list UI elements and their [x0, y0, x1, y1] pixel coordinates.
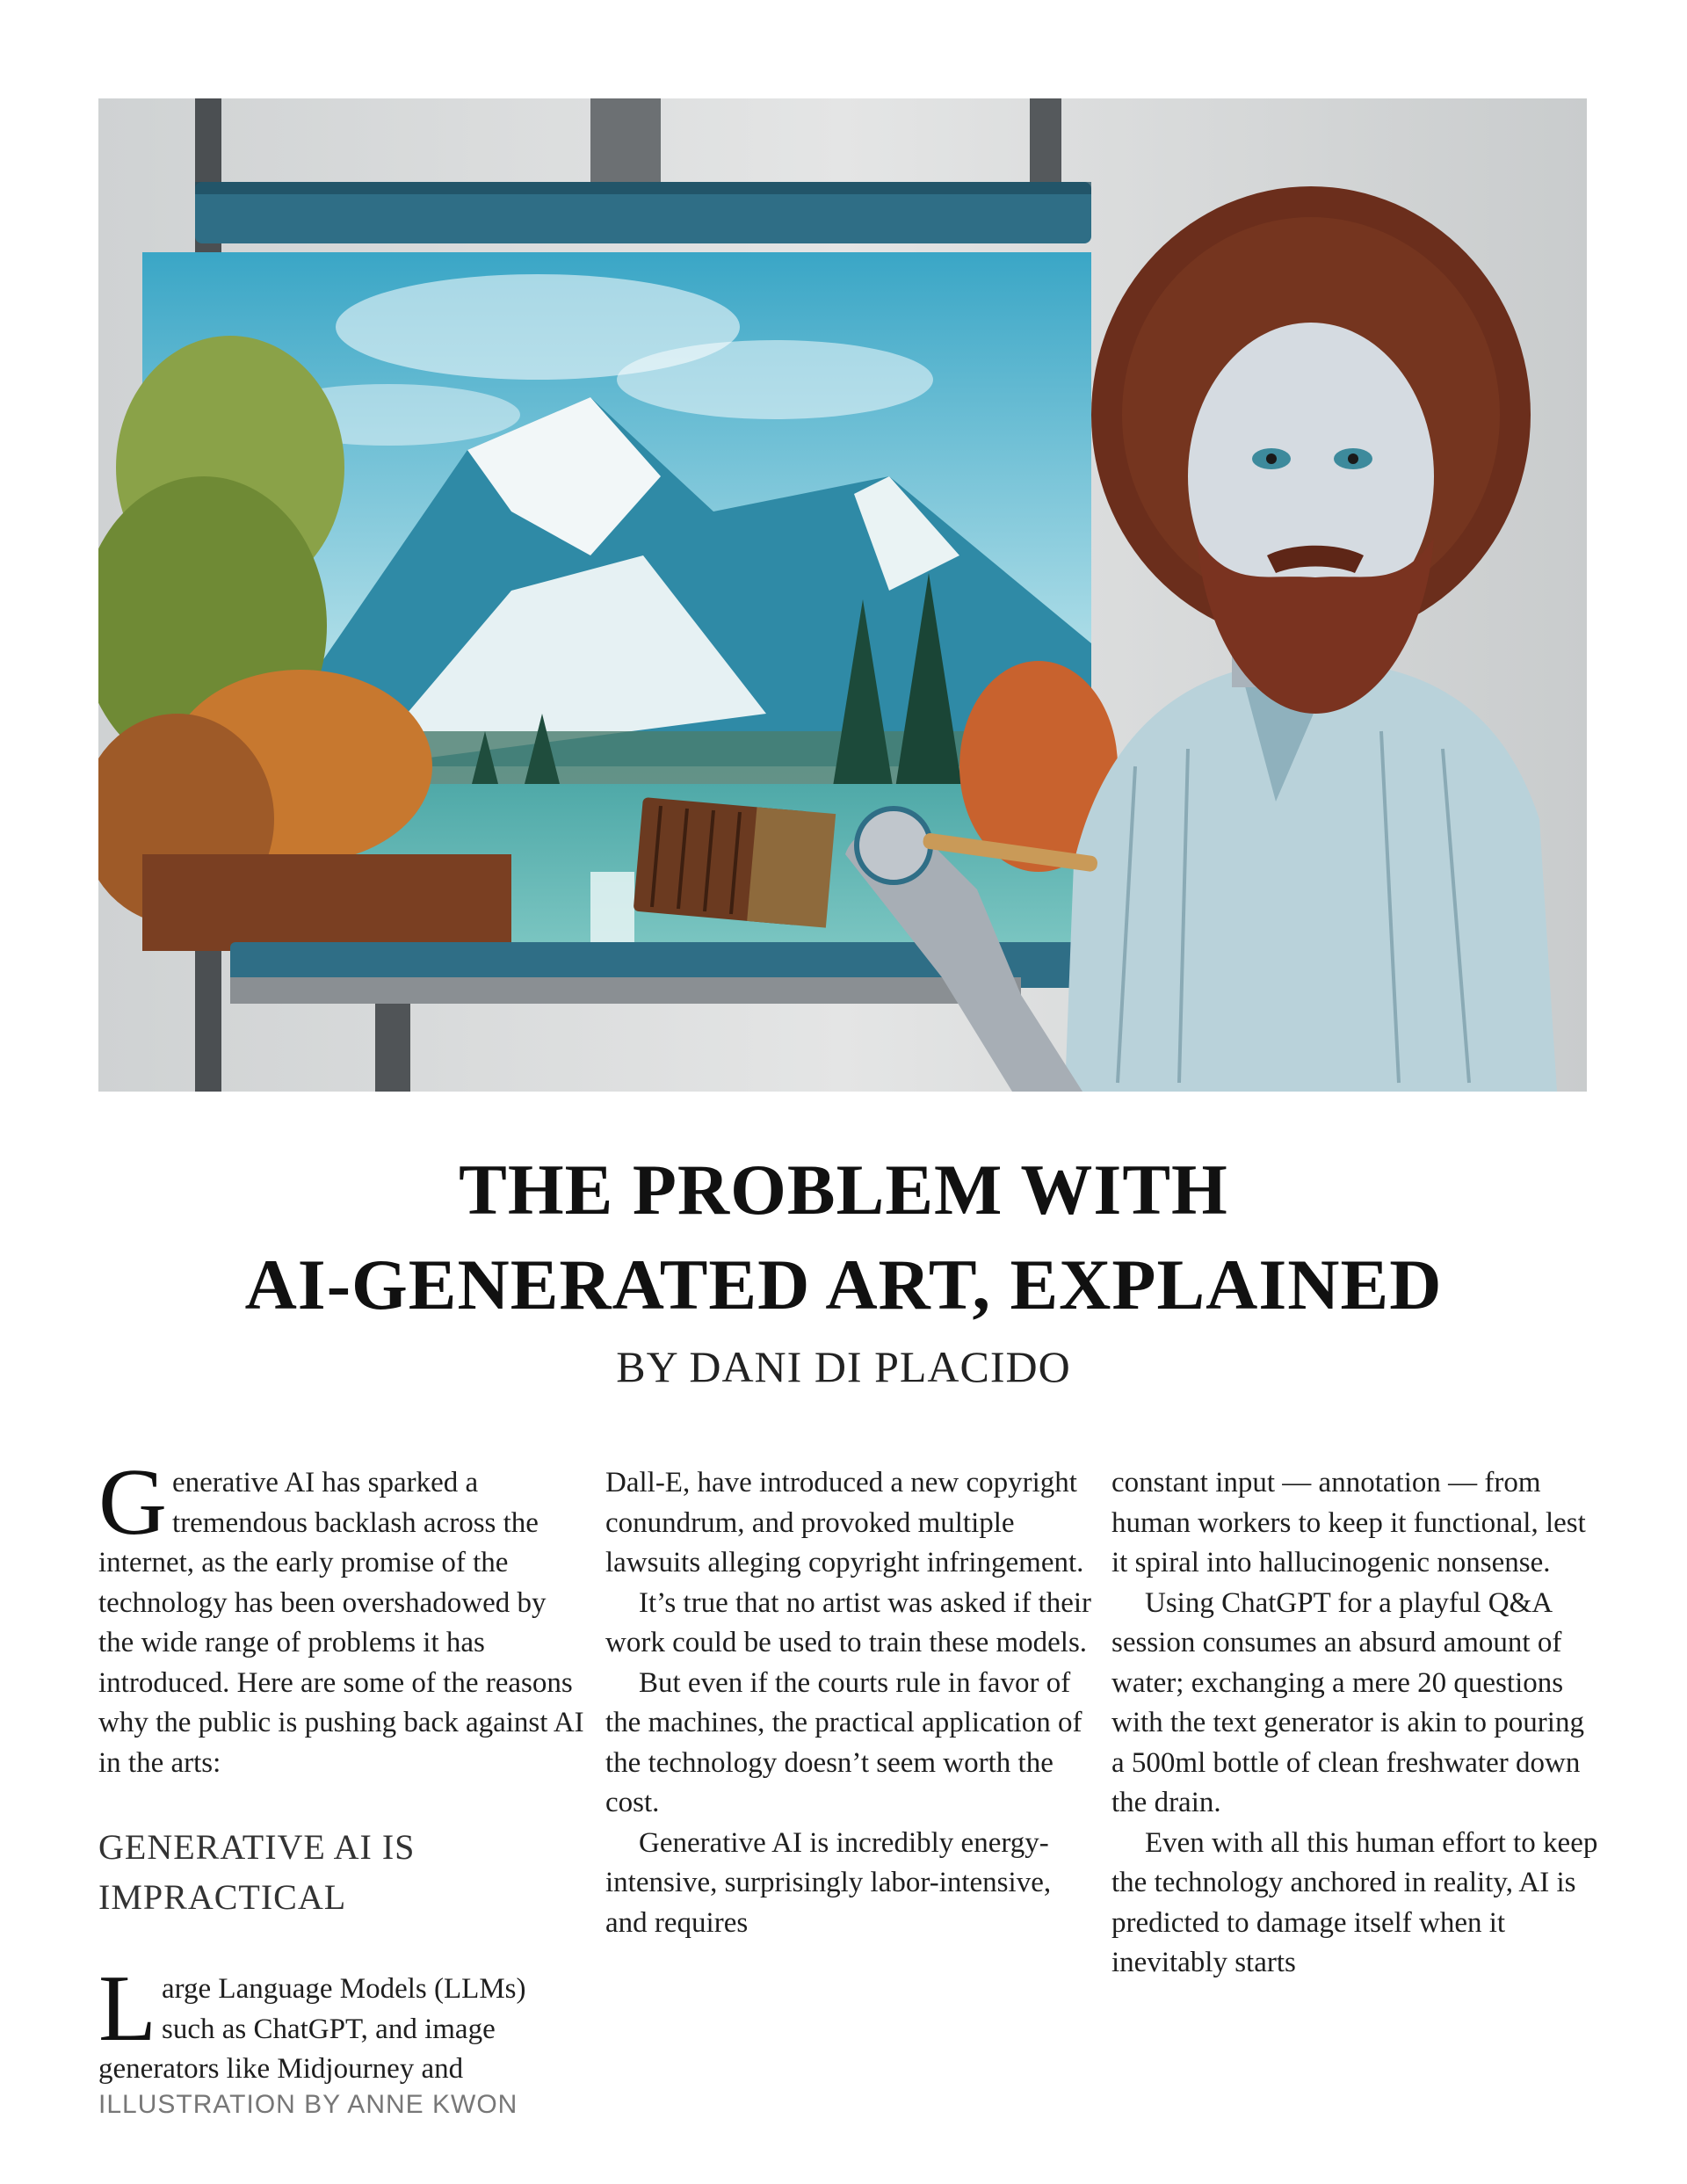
- body-paragraph: Using ChatGPT for a playful Q&A session consumes an absurd amount of water; exchanging a mere 20 questions with the text generator is akin to pouring a 500ml bottle of clean freshwater down the drain.: [1111, 1586, 1584, 1818]
- easel-top-shadow: [195, 182, 1091, 194]
- drop-cap: L: [98, 1956, 156, 2061]
- easel-tray: [230, 977, 1021, 1004]
- text-column-3: [1111, 1463, 1604, 1984]
- body-paragraph: Even with all this human effort to keep the technology anchored in reality, AI is predicted to damage itself when it inevitably starts: [1111, 1826, 1598, 1978]
- body-paragraph: It’s true that no artist was asked if their work could be used to train these models.: [605, 1586, 1092, 1658]
- text-column-2: [605, 1463, 1093, 1943]
- article-byline: BY DANI DI PLACIDO: [616, 1342, 1071, 1391]
- illustration-credit: ILLUSTRATION BY ANNE KWON: [98, 2090, 518, 2119]
- easel-leg: [375, 995, 410, 1092]
- robot-painter-illustration: [98, 98, 1587, 1092]
- hero-illustration: [98, 98, 1587, 1092]
- easel-post-center: [590, 98, 661, 195]
- body-paragraph: Generative AI is incredibly energy-intensive, surprisingly labor-intensive, and requires: [605, 1826, 1052, 1939]
- section-paragraph-text: arge Language Models (LLMs) such as ChatGPT, and image generators like Midjourney and: [98, 1973, 526, 2085]
- section-paragraph: [98, 1956, 586, 2090]
- intro-paragraph: [98, 1450, 586, 1783]
- body-paragraph: Dall-E, have introduced a new copyright conundrum, and provoked multiple lawsuits alleging copyright infringement.: [605, 1467, 1084, 1578]
- article-title-line-1: THE PROBLEM WITH: [459, 1150, 1228, 1230]
- body-paragraph: But even if the courts rule in favor of the machines, the practical application of the technology doesn’t seem worth the cost.: [605, 1666, 1082, 1818]
- article-title-line-2: AI-GENERATED ART, EXPLAINED: [244, 1244, 1443, 1324]
- drop-cap: G: [98, 1450, 167, 1555]
- intro-paragraph-text: enerative AI has sparked a tremendous backlash across the internet, as the early promise of the technology has been overshadowed by the wide range of problems it has introduced. Here are some of the reasons why the public is pushing back against AI in the arts:: [98, 1467, 584, 1779]
- text-column-1: [98, 1450, 586, 2090]
- article-title: [0, 1143, 1687, 1332]
- section-subheading: GENERATIVE AI IS IMPRACTICAL: [98, 1827, 416, 1917]
- body-paragraph: constant input — annotation — from human workers to keep it functional, lest it spiral into hallucinogenic nonsense.: [1111, 1467, 1586, 1578]
